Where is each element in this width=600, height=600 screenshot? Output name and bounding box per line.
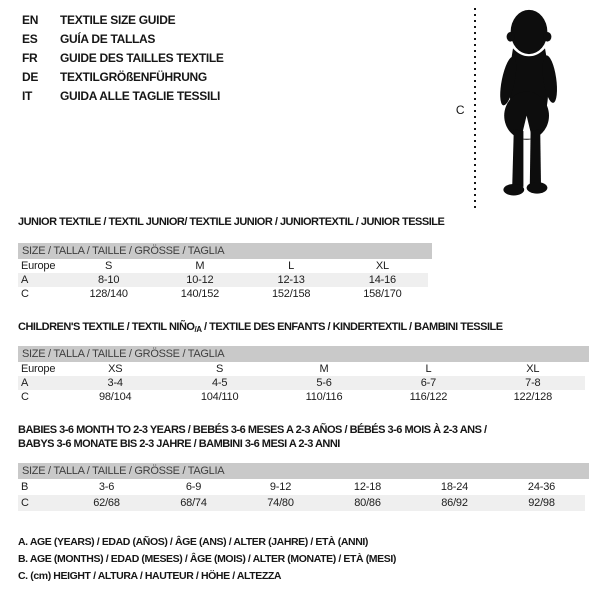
language-row-en <box>22 10 224 29</box>
size-cell: XL <box>375 260 389 272</box>
language-row-it <box>22 86 224 105</box>
children-size-table <box>18 346 585 404</box>
value-cell: 6-9 <box>185 481 202 493</box>
value-cell: 62/68 <box>93 497 120 509</box>
value-cell: 18-24 <box>440 481 469 493</box>
junior-size-table <box>18 243 428 301</box>
value-cell: 7-8 <box>525 377 541 389</box>
size-header-bar: SIZE / TALLA / TAILLE / GRÖSSE / TAGLIA <box>18 243 432 259</box>
table-row <box>18 273 428 287</box>
title-text: / TEXTILE DES ENFANTS / KINDERTEXTIL / BAMBINI TESSILE <box>201 321 503 333</box>
size-cell: L <box>425 363 432 375</box>
height-measure-dotted-line <box>474 8 476 208</box>
language-title: TEXTILE SIZE GUIDE <box>60 12 176 27</box>
row-label: C <box>21 288 29 300</box>
value-cell: 3-6 <box>98 481 115 493</box>
language-code: IT <box>22 88 33 103</box>
value-cell: 12-13 <box>277 274 305 286</box>
value-cell: 14-16 <box>368 274 396 286</box>
language-row-es <box>22 29 224 48</box>
row-label: Europe <box>21 363 56 375</box>
babies-section <box>18 423 487 451</box>
language-code: DE <box>22 69 39 84</box>
note-age-months: B. AGE (MONTHS) / EDAD (MESES) / ÂGE (MOIS) / ALTER (MONATE) / ETÀ (MESI) <box>18 553 396 565</box>
value-cell: 3-4 <box>107 377 123 389</box>
size-cell: M <box>319 363 329 375</box>
row-label: C <box>21 391 29 403</box>
value-cell: 140/152 <box>180 288 220 300</box>
value-cell: 9-12 <box>269 481 292 493</box>
table-row <box>18 479 585 495</box>
legend-notes <box>18 534 396 585</box>
babies-size-table <box>18 463 585 511</box>
table-row <box>18 495 585 511</box>
row-label: A <box>21 377 29 389</box>
size-header-bar: SIZE / TALLA / TAILLE / GRÖSSE / TAGLIA <box>18 463 589 479</box>
language-title: TEXTILGRÖßENFÜHRUNG <box>60 69 207 84</box>
language-code: EN <box>22 12 39 27</box>
value-cell: 74/80 <box>267 497 294 509</box>
language-title: GUIDA ALLE TAGLIE TESSILI <box>60 88 221 103</box>
value-cell: 12-18 <box>353 481 382 493</box>
language-row-fr <box>22 48 224 67</box>
size-cell: XS <box>108 363 123 375</box>
value-cell: 4-5 <box>211 377 228 389</box>
note-height: C. (cm) HEIGHT / ALTURA / HAUTEUR / HÖHE / ALTEZZA <box>18 570 282 582</box>
children-section <box>18 320 503 337</box>
language-title: GUÍA DE TALLAS <box>60 31 156 46</box>
size-cell: M <box>195 260 205 272</box>
row-label: B <box>21 481 29 493</box>
size-header-bar: SIZE / TALLA / TAILLE / GRÖSSE / TAGLIA <box>18 346 589 362</box>
language-code: FR <box>22 50 38 65</box>
language-title: GUIDE DES TAILLES TEXTILE <box>60 50 224 65</box>
table-row <box>18 362 585 376</box>
value-cell: 98/104 <box>98 391 132 403</box>
table-row <box>18 390 585 404</box>
language-legend <box>22 10 224 105</box>
value-cell: 8-10 <box>98 274 120 286</box>
table-row <box>18 287 428 301</box>
value-cell: 92/98 <box>528 497 555 509</box>
value-cell: 116/122 <box>409 391 448 403</box>
babies-table-title-line1: BABIES 3-6 MONTH TO 2-3 YEARS / BEBÉS 3-6 MESES A 2-3 AÑOS / BÉBÉS 3-6 MOIS À 2-3 ANS / <box>18 424 487 436</box>
size-cell: XL <box>526 363 540 375</box>
height-measure-label: C <box>455 103 465 117</box>
value-cell: 24-36 <box>527 481 556 493</box>
babies-table-title-line2: BABYS 3-6 MONATE BIS 2-3 JAHRE / BAMBINI 3-6 MESI A 2-3 ANNI <box>18 438 340 450</box>
title-text: CHILDREN'S TEXTILE / TEXTIL NIÑO <box>18 321 195 333</box>
value-cell: 6-7 <box>420 377 437 389</box>
language-code: ES <box>22 31 38 46</box>
value-cell: 68/74 <box>180 497 207 509</box>
junior-table-title: JUNIOR TEXTILE / TEXTIL JUNIOR/ TEXTILE JUNIOR / JUNIORTEXTIL / JUNIOR TESSILE <box>18 216 445 228</box>
row-label: Europe <box>21 260 56 272</box>
children-table-title <box>18 320 503 337</box>
table-row <box>18 376 585 390</box>
row-label: A <box>21 274 29 286</box>
value-cell: 128/140 <box>89 288 128 300</box>
value-cell: 86/92 <box>441 497 468 509</box>
junior-section <box>18 215 444 229</box>
size-cell: S <box>105 260 113 272</box>
value-cell: 158/170 <box>363 288 402 300</box>
value-cell: 152/158 <box>271 288 311 300</box>
table-row <box>18 259 428 273</box>
note-age-years: A. AGE (YEARS) / EDAD (AÑOS) / ÂGE (ANS) / ALTER (JAHRE) / ETÀ (ANNI) <box>18 536 369 548</box>
value-cell: 10-12 <box>186 274 214 286</box>
size-cell: S <box>216 363 224 375</box>
value-cell: 80/86 <box>354 497 381 509</box>
title-subscript: /A <box>194 325 202 334</box>
value-cell: 110/116 <box>305 391 343 403</box>
row-label: C <box>21 497 29 509</box>
language-row-de <box>22 67 224 86</box>
value-cell: 5-6 <box>316 377 332 389</box>
value-cell: 122/128 <box>513 391 553 403</box>
baby-silhouette-image <box>481 6 569 208</box>
value-cell: 104/110 <box>200 391 239 403</box>
size-cell: L <box>288 260 295 272</box>
